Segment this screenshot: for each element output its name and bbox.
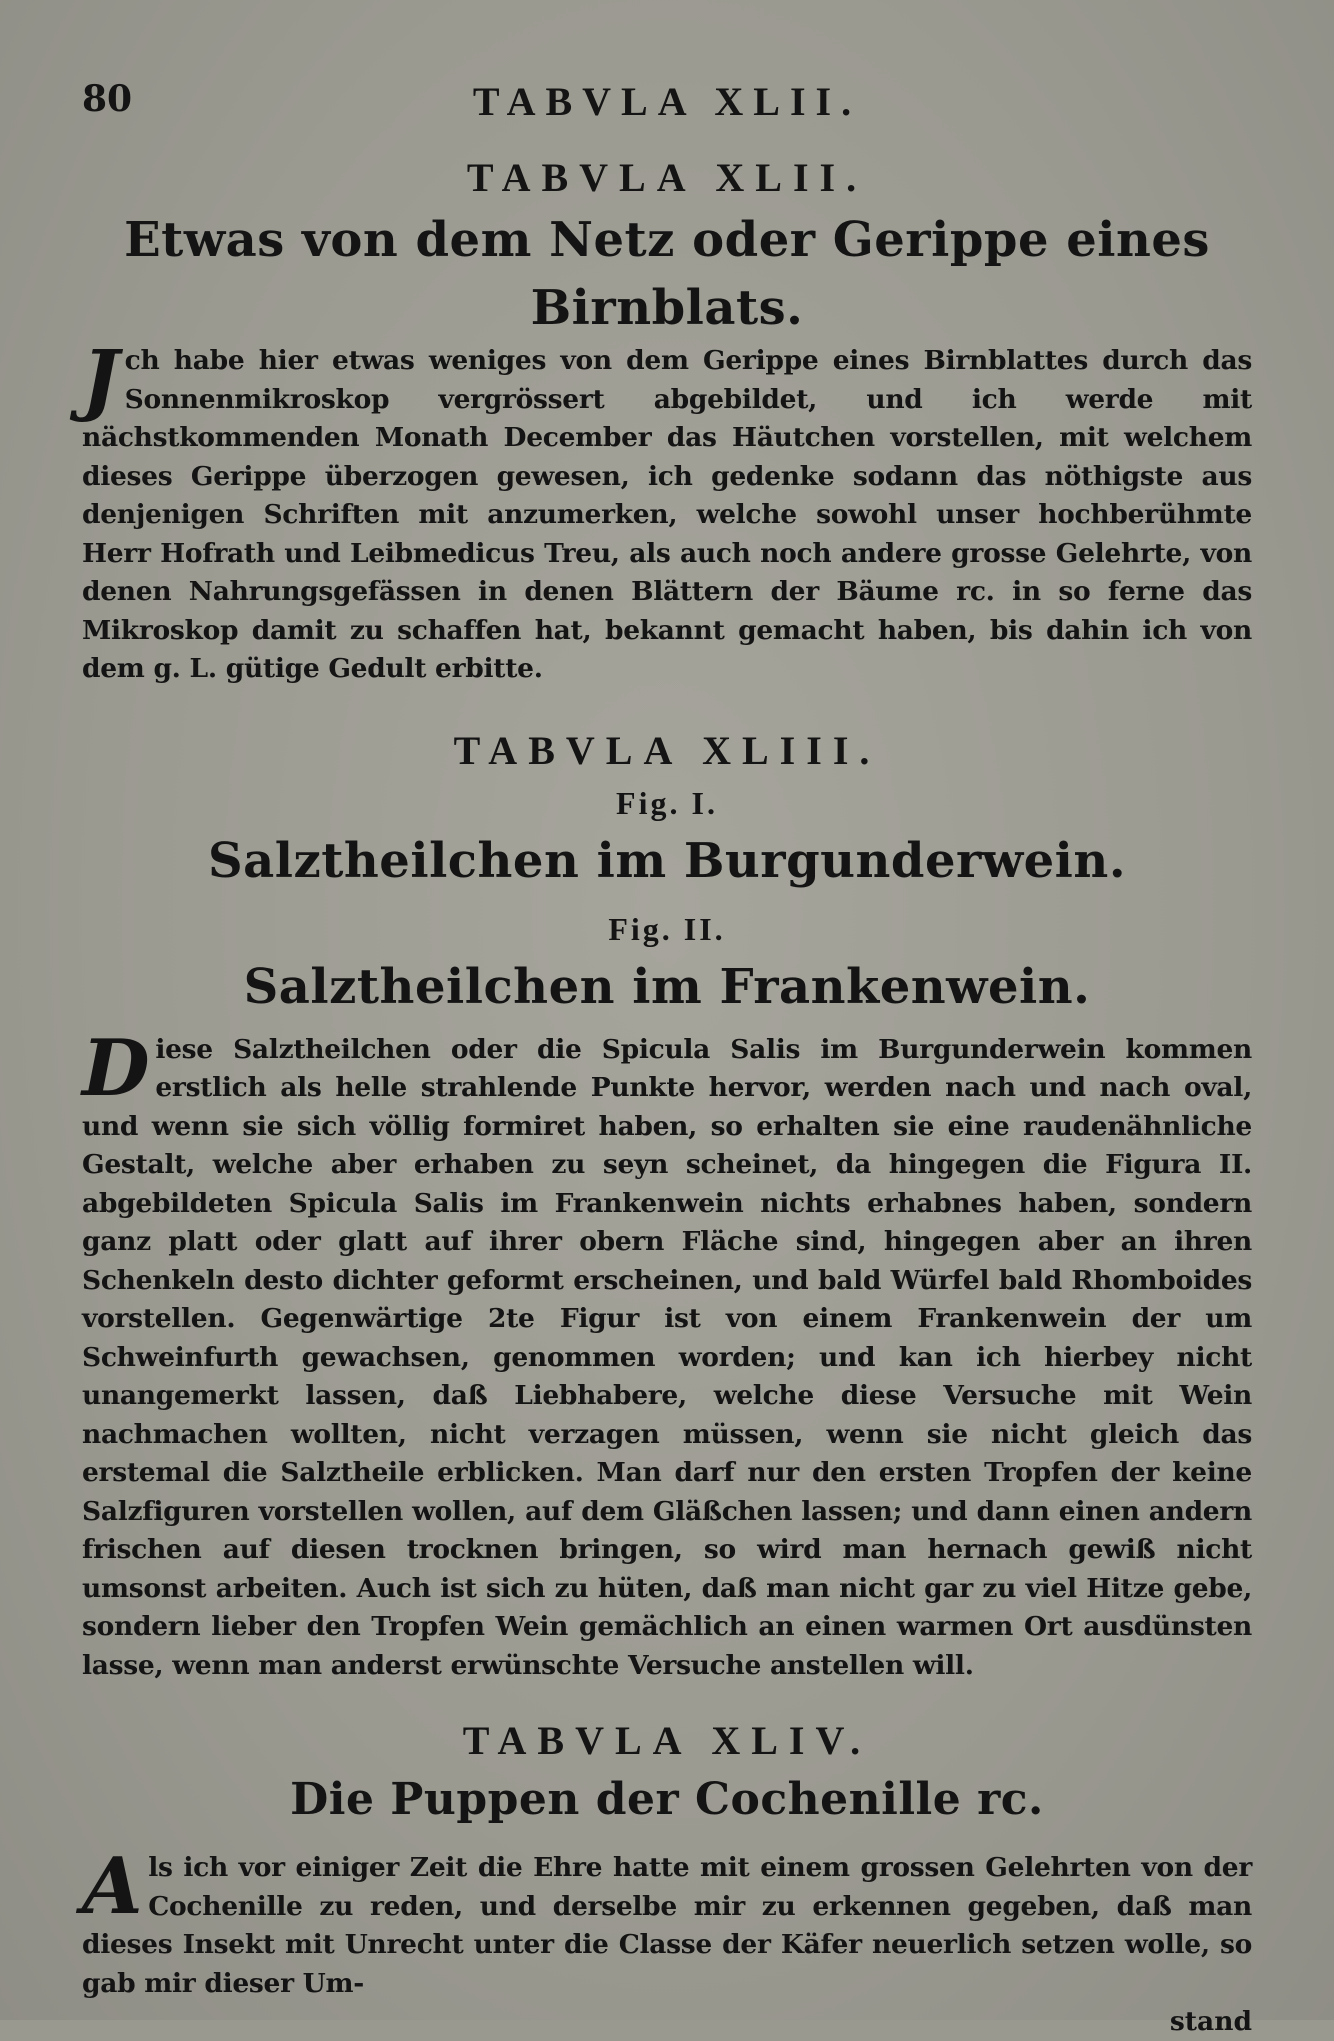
page-content bbox=[82, 150, 1252, 2041]
figure-label: Fig. I. bbox=[616, 784, 718, 821]
running-head: TABVLA XLII. bbox=[472, 79, 862, 124]
section-body bbox=[82, 1022, 1252, 1686]
drop-cap: A bbox=[82, 1841, 143, 1932]
drop-cap: J bbox=[82, 334, 119, 425]
section-title: Etwas von dem Netz oder Gerippe eines Birnblats. bbox=[124, 212, 1210, 336]
figure-title: Salztheilchen im Burgunderwein. bbox=[207, 832, 1127, 889]
section-tabula-43 bbox=[82, 723, 1252, 1686]
section-body bbox=[82, 1841, 1252, 2003]
catchword: stand bbox=[1169, 2006, 1252, 2037]
section-heading: TABVLA XLIII. bbox=[453, 727, 881, 773]
section-title: Die Puppen der Cochenille rc. bbox=[290, 1774, 1044, 1825]
section-body bbox=[82, 334, 1252, 689]
drop-cap: D bbox=[82, 1022, 150, 1114]
section-heading: TABVLA XLII. bbox=[466, 155, 868, 200]
section-tabula-44 bbox=[82, 1713, 1252, 2041]
body-text: ls ich vor einiger Zeit die Ehre hatte mit einem grossen Gelehrten von der Cochenille zu reden, und derselbe mir zu erkennen gegeben, daß man dieses Insekt mit Unrecht unter die Classe der Käfer neuerlich setzen wolle, so gab mir dieser Um- bbox=[82, 1852, 1252, 1999]
page-number: 80 bbox=[82, 78, 133, 120]
body-text: iese Salztheilchen oder die Spicula Salis im Burgunderwein kommen erstlich als helle strahlende Punkte hervor, werden nach und nach oval, und wenn sie sich völlig formiret haben, so erhalten sie eine raudenähnliche Gestalt, welche aber erhaben zu seyn scheinet, da hingegen die Figura II. abgebildeten Spicula Salis im Frankenwein nichts erhabnes haben, sondern ganz platt oder glatt auf ihrer obern Fläche sind, hingegen aber an ihren Schenkeln desto dichter geformt erscheinen, und bald Würfel bald Rhomboides vorstellen. Gegenwärtige 2te Figur ist von einem Frankenwein der um Schweinfurth gewachsen, genommen worden; und kan ich hierbey nicht unangemerkt lassen, daß Liebhabere, welche diese Versuche mit Wein nachmachen wollten, nicht verzagen müssen, wenn sie nicht gleich das erstemal die Salztheile erblicken. Man darf nur den ersten Tropfen der keine Salzfiguren vorstellen wollen, auf dem Gläßchen lassen; und dann einen andern frischen auf diesen trocknen bringen, so wird man hernach gewiß nicht umsonst arbeiten. Auch ist sich zu hüten, daß man nicht gar zu viel Hitze gebe, sondern lieber den Tropfen Wein gemächlich an einen warmen Ort ausdünsten lasse, wenn man anderst erwünschte Versuche anstellen will. bbox=[82, 1033, 1252, 1681]
figure-title: Salztheilchen im Frankenwein. bbox=[243, 958, 1091, 1015]
figure-label: Fig. II. bbox=[608, 910, 726, 947]
section-heading: TABVLA XLIV. bbox=[462, 1718, 872, 1763]
body-text: ch habe hier etwas weniges von dem Gerippe eines Birnblattes durch das Sonnenmikroskop vergrössert abgebildet, und ich werde mit nächstkommenden Monath December das Häutchen vorstellen, mit welchem dieses Gerippe überzogen gewesen, ich gedenke sodann das nöthigste aus denjenigen Schriften mit anzumerken, welche sowohl unser hochberühmte Herr Hofrath und Leibmedicus Treu, als auch noch andere grosse Gelehrte, von denen Nahrungsgefässen in denen Blättern der Bäume rc. in so ferne das Mikroskop damit zu schaffen hat, bekannt gemacht haben, bis dahin ich von dem g. L. gütige Gedult erbitte. bbox=[82, 345, 1252, 684]
section-tabula-42 bbox=[82, 150, 1252, 689]
page-header bbox=[82, 78, 1252, 128]
